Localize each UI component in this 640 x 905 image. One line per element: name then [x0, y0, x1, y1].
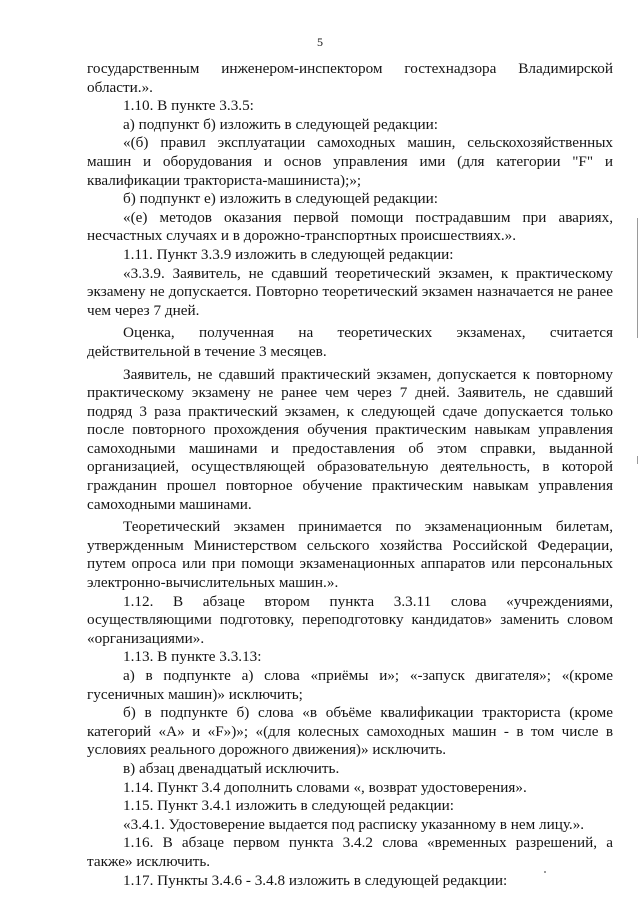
- paragraph-continuation: государственным инженером-инспектором гостехнадзора Владимирской области.».: [87, 60, 613, 96]
- quote-e: «(е) методов оказания первой помощи пострадавшим при авариях, несчастных случаях и в дорожно-транспортных происшествиях.».: [87, 208, 613, 245]
- paragraph-1-11: 1.11. Пункт 3.3.9 изложить в следующей редакции:: [123, 245, 454, 263]
- paragraph-1-14: 1.14. Пункт 3.4 дополнить словами «, возврат удостоверения».: [123, 778, 527, 796]
- paragraph-1-10: 1.10. В пункте 3.3.5:: [123, 97, 254, 115]
- scan-edge-mark: [637, 218, 638, 338]
- scan-speck: [544, 871, 546, 873]
- paragraph-assessment: Оценка, полученная на теоретических экзаменах, считается действительной в течение 3 месяцев.: [87, 324, 613, 360]
- paragraph-1-13: 1.13. В пункте 3.3.13:: [123, 648, 262, 666]
- subparagraph-b: б) подпункт е) изложить в следующей редакции:: [123, 190, 438, 208]
- document-body: [87, 60, 613, 890]
- paragraph-theoretical-exam: Теоретический экзамен принимается по экзаменационным билетам, утвержденным Министерством сельского хозяйства Российской Федерации, путем опроса или при помощи экзаменационных аппаратов или персональных электронно-вычислительных машин.».: [87, 518, 613, 592]
- paragraph-practical-exam: Заявитель, не сдавший практический экзамен, допускается к повторному практическому экзамену не ранее чем через 7 дней. Заявитель, не сдавший подряд 3 раза практический экзамен, к следующей сдаче допускается только после повторного прохождения обучения практическим навыкам управления самоходными машинами и предоставления об этом справки, выданной организацией, осуществляющей образовательную деятельность, в которой гражданин прошел повторное обучение практическим навыкам управления самоходными машинами.: [87, 365, 613, 513]
- page-number: 5: [317, 35, 323, 49]
- paragraph-1-12: 1.12. В абзаце втором пункта 3.3.11 слова «учреждениями, осуществляющими подготовку, переподготовку кандидатов» заменить словом «организациями».: [87, 592, 613, 647]
- quote-3-4-1: «3.4.1. Удостоверение выдается под расписку указанному в нем лицу.».: [123, 815, 585, 833]
- item-v: в) абзац двенадцатый исключить.: [123, 759, 340, 777]
- paragraph-1-16: 1.16. В абзаце первом пункта 3.4.2 слова «временных разрешений, а также» исключить.: [87, 834, 613, 870]
- subparagraph-a: а) подпункт б) изложить в следующей редакции:: [123, 115, 438, 133]
- paragraph-1-15: 1.15. Пункт 3.4.1 изложить в следующей редакции:: [123, 797, 454, 815]
- item-a: а) в подпункте а) слова «приёмы и»; «-запуск двигателя»; «(кроме гусеничных машин)» исключить;: [87, 667, 613, 703]
- quote-b: «(б) правил эксплуатации самоходных машин, сельскохозяйственных машин и оборудования и основ управления ими (для категории "F" и квалификации тракториста-машиниста);»;: [87, 134, 613, 189]
- scan-edge-mark: [637, 456, 638, 464]
- paragraph-1-17: 1.17. Пункты 3.4.6 - 3.4.8 изложить в следующей редакции:: [123, 871, 508, 889]
- item-b: б) в подпункте б) слова «в объёме квалификации тракториста (кроме категорий «A» и «F»)»; «(для колесных самоходных машин - в том числе в условиях реального дорожного движения)» исключить.: [87, 704, 613, 759]
- quote-3-3-9: «3.3.9. Заявитель, не сдавший теоретический экзамен, к практическому экзамену не допускается. Повторно теоретический экзамен назначается не ранее чем через 7 дней.: [87, 264, 613, 319]
